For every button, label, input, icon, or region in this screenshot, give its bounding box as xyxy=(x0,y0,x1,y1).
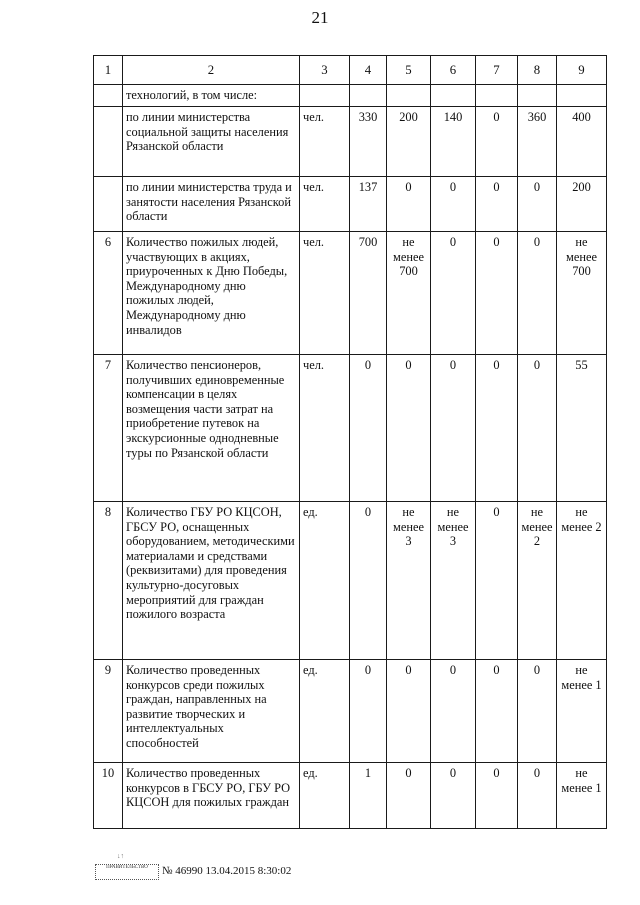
value-col5: 0 xyxy=(387,177,431,232)
value-col6: 0 xyxy=(431,232,476,355)
table-row xyxy=(94,355,607,502)
column-header: 2 xyxy=(123,56,300,85)
value-col9: 200 xyxy=(557,177,607,232)
indicator-description: Количество пенсионеров, получивших единовременные компенсации в целях возмещения части затрат на приобретение путевок на экскурсионные однодневные туры по Рязанской области xyxy=(123,355,300,502)
column-header: 4 xyxy=(350,56,387,85)
column-header: 8 xyxy=(518,56,557,85)
value-col4: 0 xyxy=(350,502,387,660)
unit-of-measure: чел. xyxy=(300,355,350,502)
row-number xyxy=(94,177,123,232)
value-col8: 0 xyxy=(518,763,557,829)
indicator-table xyxy=(93,55,607,829)
row-number: 6 xyxy=(94,232,123,355)
row-number: 8 xyxy=(94,502,123,660)
unit-of-measure: чел. xyxy=(300,107,350,177)
column-header: 5 xyxy=(387,56,431,85)
document-footer xyxy=(95,852,495,880)
value-col6: 0 xyxy=(431,177,476,232)
row-number: 7 xyxy=(94,355,123,502)
value-col5: 0 xyxy=(387,660,431,763)
value-col7: 0 xyxy=(476,502,518,660)
page-number: 21 xyxy=(311,8,329,27)
row-number xyxy=(94,107,123,177)
indicator-description: Количество пожилых людей, участвующих в акциях, приуроченных к Дню Победы, Международному дню пожилых людей, Международному дню инвалидов xyxy=(123,232,300,355)
value-col4: 0 xyxy=(350,660,387,763)
row-number: 10 xyxy=(94,763,123,829)
value-col8: не менее 2 xyxy=(518,502,557,660)
value-col6: 140 xyxy=(431,107,476,177)
indicator-description: Количество проведенных конкурсов среди пожилых граждан, направленных на развитие творческих и интеллектуальных способностей xyxy=(123,660,300,763)
unit-of-measure: ед. xyxy=(300,660,350,763)
doc-number: № 46990 xyxy=(162,865,203,877)
stamp-text: ПРАВИТЕЛЬСТВО xyxy=(106,865,148,870)
column-header: 3 xyxy=(300,56,350,85)
indicator-description: Количество ГБУ РО КЦСОН, ГБСУ РО, оснащенных оборудованием, методическими материалами и средствами (реквизитами) для проведения культурно-досуговых мероприятий для граждан пожилого возраста xyxy=(123,502,300,660)
value-col4: 700 xyxy=(350,232,387,355)
table-row xyxy=(94,107,607,177)
value-col4: 0 xyxy=(350,355,387,502)
value-col5: 0 xyxy=(387,355,431,502)
unit-of-measure: ед. xyxy=(300,763,350,829)
column-header: 7 xyxy=(476,56,518,85)
value-col5: не менее 700 xyxy=(387,232,431,355)
value-col9: 55 xyxy=(557,355,607,502)
indicator-description: Количество проведенных конкурсов в ГБСУ РО, ГБУ РО КЦСОН для пожилых граждан xyxy=(123,763,300,829)
registration-mark: ↓↑ xyxy=(117,852,124,860)
value-col5: 0 xyxy=(387,763,431,829)
value-col4: 1 xyxy=(350,763,387,829)
table-row xyxy=(94,502,607,660)
column-header: 1 xyxy=(94,56,123,85)
value-col8: 0 xyxy=(518,232,557,355)
unit-of-measure: чел. xyxy=(300,232,350,355)
doc-datetime: 13.04.2015 8:30:02 xyxy=(205,865,292,877)
table-header-row xyxy=(94,56,607,85)
unit-of-measure: чел. xyxy=(300,177,350,232)
value-col9: не менее 700 xyxy=(557,232,607,355)
row-number: 9 xyxy=(94,660,123,763)
value-col8: 0 xyxy=(518,660,557,763)
value-col8: 0 xyxy=(518,355,557,502)
value-col4 xyxy=(350,85,387,107)
table-row xyxy=(94,232,607,355)
value-col9: 400 xyxy=(557,107,607,177)
value-col6: 0 xyxy=(431,660,476,763)
value-col7: 0 xyxy=(476,355,518,502)
value-col7: 0 xyxy=(476,660,518,763)
value-col5: не менее 3 xyxy=(387,502,431,660)
value-col7: 0 xyxy=(476,232,518,355)
column-header: 9 xyxy=(557,56,607,85)
value-col9: не менее 1 xyxy=(557,763,607,829)
value-col7: 0 xyxy=(476,107,518,177)
table-body xyxy=(94,56,607,829)
unit-of-measure xyxy=(300,85,350,107)
table-row xyxy=(94,177,607,232)
value-col8 xyxy=(518,85,557,107)
value-col6: не менее 3 xyxy=(431,502,476,660)
indicator-description: по линии министерства труда и занятости населения Рязанской области xyxy=(123,177,300,232)
registration-stamp xyxy=(95,864,159,880)
column-header: 6 xyxy=(431,56,476,85)
indicator-description: по линии министерства социальной защиты населения Рязанской области xyxy=(123,107,300,177)
value-col5: 200 xyxy=(387,107,431,177)
value-col9 xyxy=(557,85,607,107)
indicator-description: технологий, в том числе: xyxy=(123,85,300,107)
table-row xyxy=(94,85,607,107)
value-col5 xyxy=(387,85,431,107)
value-col9: не менее 2 xyxy=(557,502,607,660)
value-col7 xyxy=(476,85,518,107)
value-col4: 330 xyxy=(350,107,387,177)
value-col8: 0 xyxy=(518,177,557,232)
value-col6 xyxy=(431,85,476,107)
value-col8: 360 xyxy=(518,107,557,177)
value-col7: 0 xyxy=(476,177,518,232)
table-row xyxy=(94,660,607,763)
row-number xyxy=(94,85,123,107)
value-col6: 0 xyxy=(431,355,476,502)
value-col7: 0 xyxy=(476,763,518,829)
value-col9: не менее 1 xyxy=(557,660,607,763)
table-row xyxy=(94,763,607,829)
unit-of-measure: ед. xyxy=(300,502,350,660)
document-id xyxy=(162,865,291,877)
value-col4: 137 xyxy=(350,177,387,232)
value-col6: 0 xyxy=(431,763,476,829)
